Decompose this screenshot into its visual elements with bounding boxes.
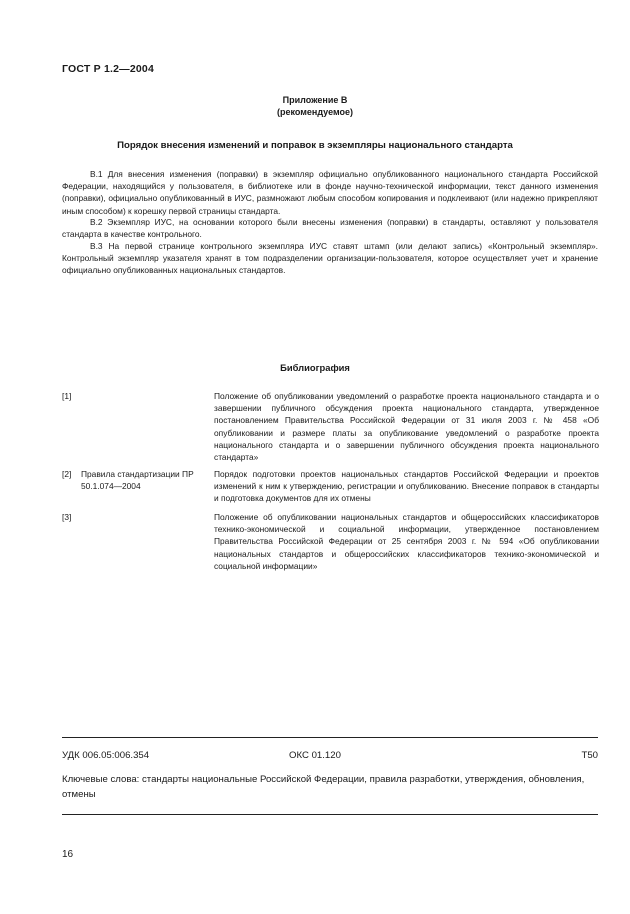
bibliography-description: Порядок подготовки проектов национальных стандартов Российской Федерации и проектов изменений к ним к утверждению, регистрации и опубликованию. Внесение поправок в стандарты и подготовка документов для их отмены	[214, 469, 599, 504]
footer-top-rule	[62, 737, 598, 738]
bibliography-document: Правила стандартизации ПР 50.1.074—2004	[81, 469, 194, 492]
udk-code: УДК 006.05:006.354	[62, 750, 150, 761]
footer-bottom-rule	[62, 814, 598, 815]
appendix-status: (рекомендуемое)	[277, 107, 353, 117]
keywords: Ключевые слова: стандарты национальные Российской Федерации, правила разработки, утверждения, обновления, отмены	[62, 774, 585, 800]
bibliography-description: Положение об опубликовании уведомлений о разработке проекта национального стандарта и о завершении публичного обсуждения проекта национального стандарта, утвержденное постановлением Правительства Российской Федерации от 31 июля 2003 г. № 458 «Об опубликовании и размере платы за опубликование уведомлений о разработке проекта национального стандарта и о завершении публичного обсуждения проекта национального стандарта»	[214, 391, 599, 463]
bibliography-number: [3]	[62, 512, 72, 522]
appendix-title: Приложение В	[282, 95, 348, 105]
paragraph-b2: В.2 Экземпляр ИУС, на основании которого были внесены изменения (поправки) в стандарты, оставляют у пользователя стандарта в качестве контрольного.	[62, 217, 598, 240]
bibliography-title: Библиография	[280, 362, 350, 373]
standard-header: ГОСТ Р 1.2—2004	[62, 63, 155, 75]
page-number: 16	[62, 849, 74, 860]
paragraph-b3: В.3 На первой странице контрольного экземпляра ИУС ставят штамп (или делают запись) «Контрольный экземпляр». Контрольный экземпляр указателя хранят в том подразделении организации-пользователя, которое осуществляет учет и хранение официально опубликованных национальных стандартов.	[62, 241, 598, 276]
bibliography-description: Положение об опубликовании национальных стандартов и общероссийских классификаторов технико-экономической и социальной информации, утвержденное постановлением Правительства Российской Федерации от 25 сентября 2003 г. № 594 «Об опубликовании национальных стандартов и общероссийских классификаторов технико-экономической и социальной информации»	[214, 512, 599, 571]
oks-code: ОКС 01.120	[289, 750, 341, 761]
appendix-heading: Порядок внесения изменений и поправок в экземпляры национального стандарта	[117, 140, 513, 151]
paragraph-b1: В.1 Для внесения изменения (поправки) в экземпляр официально опубликованного национального стандарта Российской Федерации, находящийся у пользователя, в библиотеке или в фонде научно-технической информации, текст данного изменения (поправки), официально опубликованный в ИУС, размножают любым способом копирования и подклеивают (или надежно прикрепляют иным способом) к корешку первой страницы стандарта.	[62, 169, 598, 216]
classification-code: Т50	[581, 750, 598, 761]
bibliography-number: [1]	[62, 391, 72, 401]
bibliography-number: [2]	[62, 469, 72, 479]
